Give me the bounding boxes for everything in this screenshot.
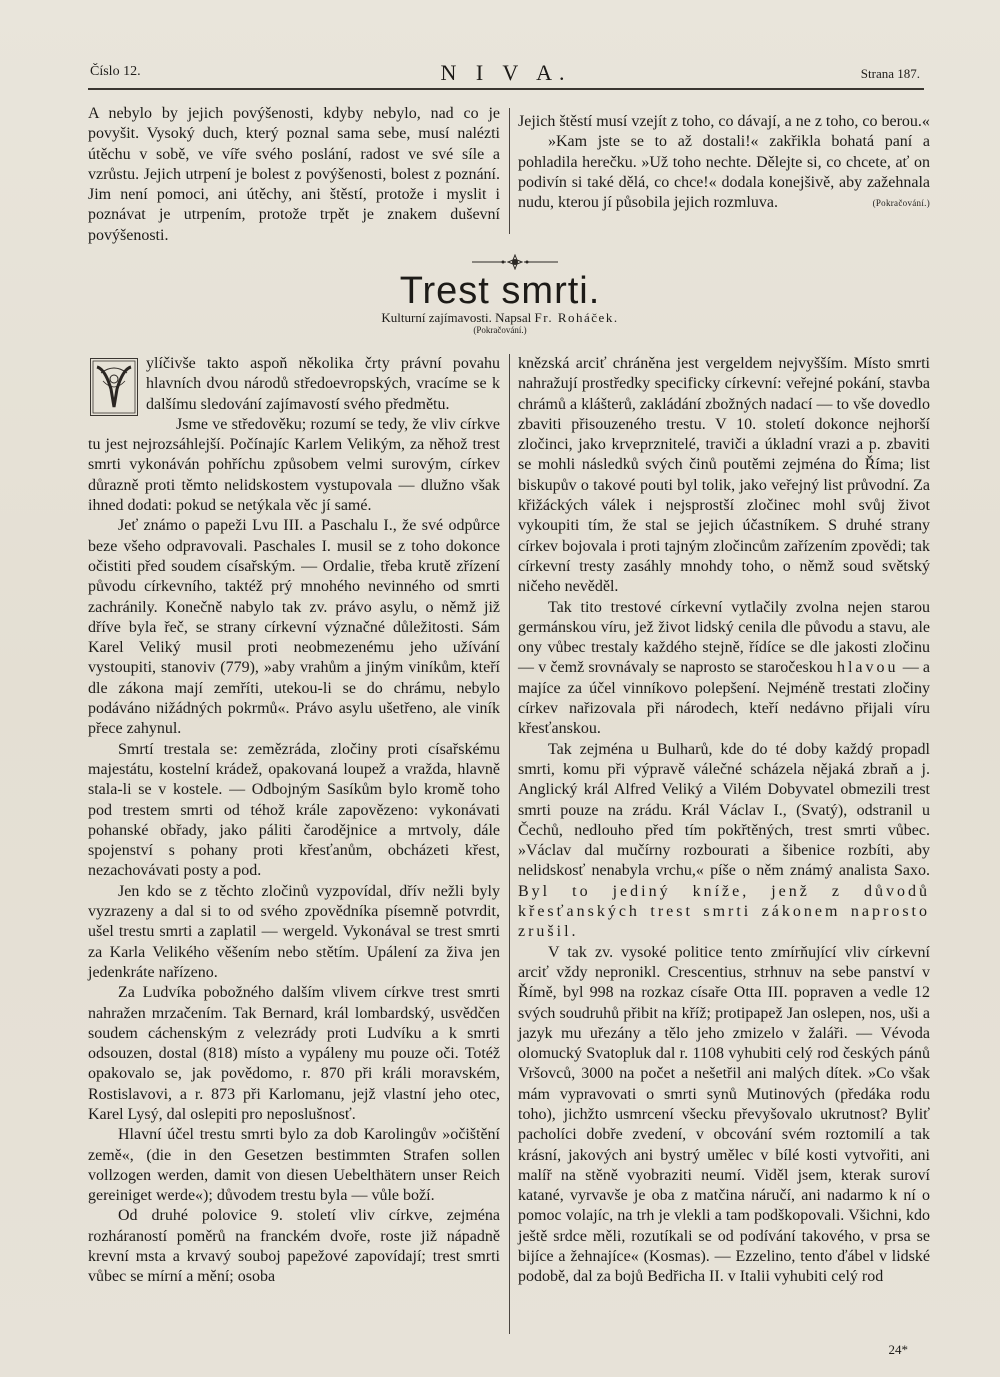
- paragraph: Jejich štěstí musí vzejít z toho, co dávají, a ne z toho, co berou.«: [518, 113, 930, 130]
- section-divider-ornament: [470, 254, 560, 270]
- paragraph: Jsme ve středověku; rozumí se tedy, že vliv církve tu jest nejrozsáhlejší. Počínajíc Karlem Velikým, za něhož trest smrti vykonáván pohříchu způsobem velmi surovým, církev důrazně proti těmto nelidskostem vystupovala — dlužno však ihned dodati: pokud se netýkala věc jí samé.: [88, 415, 500, 515]
- article-title: Trest smrti.: [399, 270, 601, 312]
- dropcap-initial: [90, 358, 138, 416]
- article-subtitle: Kulturní zajímavosti. Napsal Fr. Roháček.: [381, 310, 619, 325]
- paragraph: »Kam jste se to až dostali!« zakřikla bohatá paní a pohladila herečku. »Už toho nechte. Dělejte si, co chcete, ať on podivín si také dělá, co chce!« dodala konejšivě, aby zažehnala nudu, kterou jí působila jejich rozmluva. (Pokračování.): [518, 132, 930, 213]
- paragraph: knězská arciť chráněna jest vergeldem nejvyšším. Místo smrti nahražují prostředky specificky církevní: veřejné pokání, stavba chrámů a klášterů, zakládání zbožných nadací — to vše dovedlo zbaviti přisouzeného trestu. V 10. století dokonce nejhorší zločinci, jako krveprznitelé, traviči a úkladní vrazi a p. zbaviti se mohli následků svých činů poutěmi zejména do Říma; list biskupův o takové pouti byl tolik, jako veřejný list průvodní. Za křižáckých válek i nejsprostší zločinec mohl svůj život vykoupiti tím, že stal se jejich účastníkem. S druhé strany církev bojovala i proti tajným zločincům zařízením zpovědi; tak církevní tresty zasáhly mnohdy toho, o němž soud světský ničeho nevěděl.: [518, 355, 930, 596]
- article-column-left: [88, 354, 500, 1288]
- paragraph: Tak zejména u Bulharů, kde do té doby každý propadl smrti, komu při výpravě válečné scházela nějaká zbraň a j. Anglický král Alfred Veliký a Vilém Dobyvatel obmezili trest smrti pouze na zrádu. Král Václav I., (Svatý), odstranil u Čechů, nedlouho před tím pokřtěných, trest smrti vůbec. »Václav dal mučírny rozbourati a šibenice rozbíti, aby nelidskosť nenabyla vrchu,« píše o něm známý analista Saxo. Byl to jediný kníže, jenž z důvodů křesťanských trest smrti zákonem naprosto zrušil.: [518, 740, 930, 941]
- journal-name: N I V A.: [440, 60, 572, 85]
- author: Fr. Roháček.: [534, 310, 619, 325]
- previous-article-end-left: [88, 104, 500, 246]
- column-rule: [509, 108, 510, 234]
- paragraph: Hlavní účel trestu smrti bylo za dob Karolingův »očištění země«, (die in den Gesetzen bestimmten Strafen sollen vollzogen werden, damit von diesen Uebelthätern unser Reich gereiniget werde«); důvodem trestu byla — vůle boží.: [88, 1126, 500, 1205]
- emphasized-text: Byl to jediný kníže, jenž z důvodů křesťanských trest smrti zákonem naprosto zrušil.: [518, 882, 930, 941]
- paragraph: Tak tito trestové církevní vytlačily zvolna nejen starou germánskou víru, jež život lidský cenila dle původu a stavu, ale ony vůbec trestaly každého stejně, řídíce se dle jakosti zločinu — v čemž srovnávaly se naprosto se staročeskou hlavou — a majíce za účel vinníkovo polepšení. Nejméně trestati zločiny církev nařizovala při národech, kteří nedávno přijali víru křesťanskou.: [518, 598, 931, 738]
- column-rule: [509, 354, 510, 1334]
- paragraph: Jeť známo o papeži Lvu III. a Paschalu I., že své odpůrce beze všeho odpravovali. Paschales I. musil se z toho dokonce očistiti před soudem císařským. — Ordalie, třeba krutě zřízení původu církevního, taktéž prý mnohého nevinného od smrti zachránily. Konečně nabylo tak zv. právo asylu, o němž již dříve byla řeč, se strany církevní význačné důležitosti. Sám Karel Veliký musil proti neobmezenému jeho užívání vystoupiti, stanoviv (779), »aby vrahům a jiným viníkům, kteří dle zákona mají zemříti, utekou-li se do chrámu, nebylo podáváno nižádných pokrmů«. Právo asylu ušetřeno, ale viník přece zahynul.: [88, 517, 500, 738]
- previous-article-end-right: [518, 112, 930, 213]
- paragraph: Od druhé polovice 9. století vliv církve, zejména rozháraností poměrů na franckém dvoře, roste již nápadně krevní msta a krvavý souboj papežové zapovídají; trest smrti vůbec se mírní a mění; osoba: [88, 1207, 500, 1286]
- article-column-right: [518, 354, 930, 1288]
- signature-mark: 24*: [888, 1342, 908, 1357]
- paragraph: Smrtí trestala se: zemězráda, zločiny proti císařskému majestátu, kostelní krádež, opakovaná loupež a vražda, hlavně stala-li se v kostele. — Odbojným Sasíkům bylo kromě toho pod trestem smrti od téhož krále zapovězeno: vykonávati pohanské obřady, jako páliti čarodějnice a mrtvoly, dále spojenství s pohany proti křesťanům, obcházeti křest, nezachovávati posty a pod.: [88, 740, 500, 880]
- running-header: [88, 58, 924, 90]
- paragraph: V tak zv. vysoké politice tento zmírňující vliv církevní arciť vždy nepronikl. Crescentius, strhnuv na sebe panství v Římě, byl 998 na rozkaz císaře Otta III. popraven a vedle 12 svých soudruhů přibit na kříž; protipapež Jan oslepen, nos, uši a jazyk mu uřezány a tělo jeho zmizelo v žaláři. — Vévoda olomucký Svatopluk dal r. 1108 vyhubiti celý rod českých pánů Vršovců, 3000 na počet a nešetřil ani malých dítek. »Co však mám vypravovati o smrti synů Mutinových (předáka rodu toho), jichžto usmrcení všecku převyšovalo ukrutnost? Byliť pacholíci dobře zvedení, v obcování svém roztomilí a tak krásní, jakových ani bystrý umělec v bílé kosti vytvořiti, ani malíř na stěně vyobraziti neumí. Viděl jsem, kterak suroví katané, vyrvavše je oba z matčina náručí, ani nadarmo k ní o pomoc volajíc, na trh je vlekli a tam podškopovali. Všichni, kdo ještě srdce měli, rozutíkali se od podívání takového, v prsa se bijíce a žehnajíce« (Kosmas). — Ezzelino, tento ďábel v lidské podobě, dal za bojů Bedřicha II. v Italii vyhubiti celý rod: [518, 943, 930, 1286]
- page-number-label: Strana 187.: [860, 66, 920, 81]
- paragraph: Jen kdo se z těchto zločinů vyzpovídal, dřív nežli byly vyzrazeny a dal si to od svého zpovědníka písemně potvrdit, ušel trestu smrti a zaplatil — wergeld. Vykonával se trest smrti za Karla Velikého věšením nebo stětím. Upálení za živa jen jedenkráte nařízeno.: [88, 882, 500, 981]
- paragraph: Za Ludvíka pobožného dalším vlivem církve trest smrti nahražen mrzačením. Tak Bernard, král lombardský, usvědčen soudem cáchenským z velezrády proti Ludvíku a k smrti odsouzen, dostal (818) místo a vypáleny mu pouze oči. Totéž opakovalo se, jak povědomo, r. 870 při králi moravském, Rostislavovi, a r. 873 při Karlomanu, jejž vlastní jeho otec, Karel Lysý, dal oslepiti pro neposlušnosť.: [88, 984, 500, 1123]
- continuation-note: (Pokračování.): [473, 325, 527, 335]
- issue-number: Číslo 12.: [90, 64, 141, 79]
- continued-note: (Pokračování.): [872, 198, 930, 209]
- paragraph: A nebylo by jejich povýšenosti, kdyby nebylo, nad co je povyšit. Vysoký duch, který poznal sama sebe, musí nalézti útěchu v sobě, ve víře svého poslání, radost ve své síle a vzrůstu. Jejich utrpení je bolest z povýšenosti, bolest z poznání. Jim není pomoci, ani útěchy, ani štěstí, protože i myslit i poznávat je utrpením, protože trpět je znakem duševní povýšenosti.: [88, 105, 500, 244]
- lead-paragraph: ylíčivše takto aspoň několika črty právní povahu hlavních dvou národů středoevropských, vracíme se k dalšímu sledování zajímavostí svého předmětu.: [88, 354, 500, 415]
